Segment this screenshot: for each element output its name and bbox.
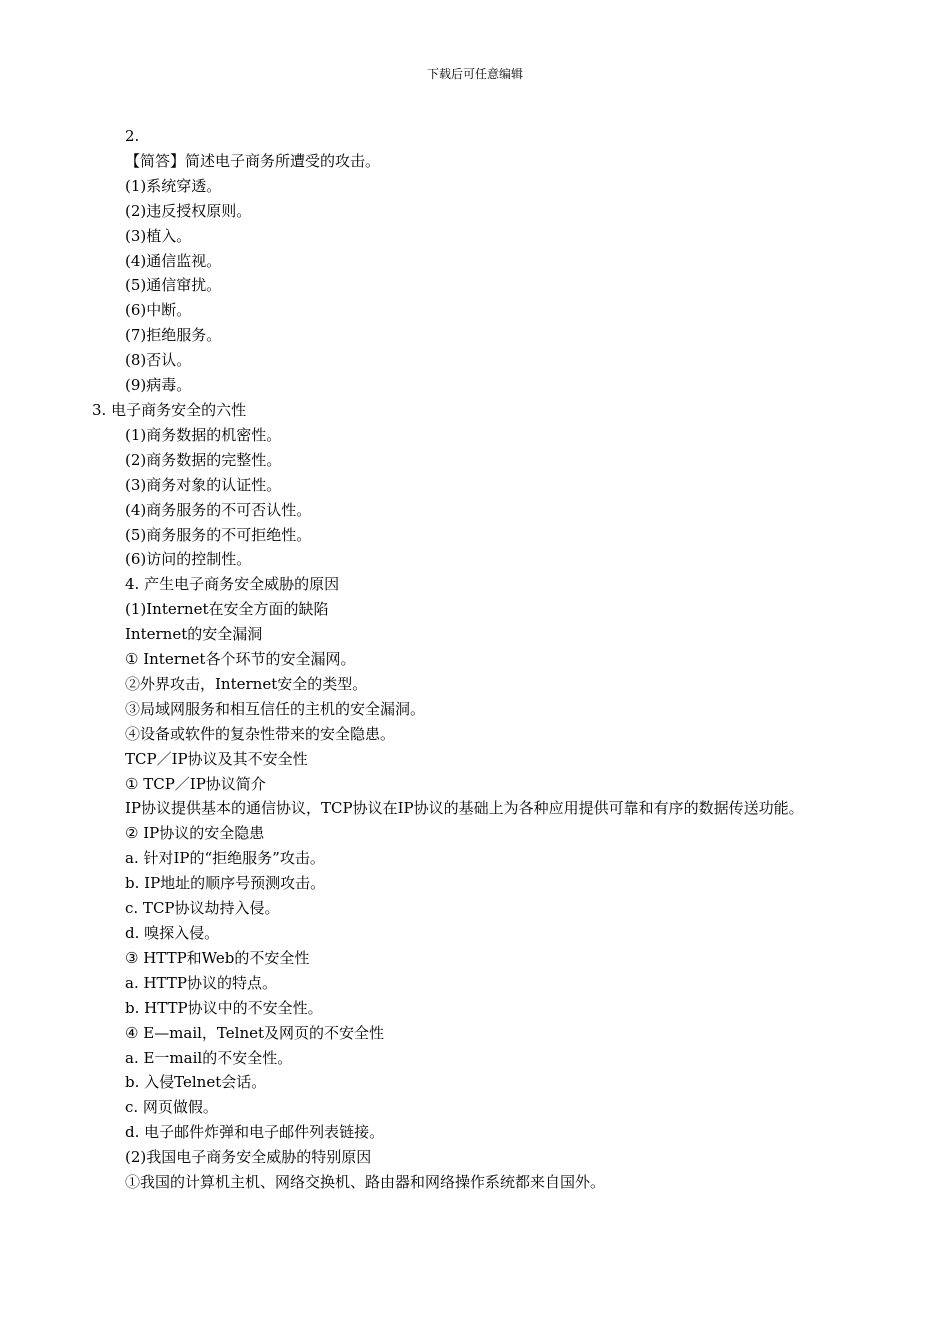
text-line: ④ E—mail，Telnet及网页的不安全性 [125, 1023, 385, 1042]
text-line: ① Internet各个环节的安全漏网。 [125, 650, 356, 669]
text-line: b. 入侵Telnet会话。 [125, 1073, 267, 1092]
text-line: ③局域网服务和相互信任的主机的安全漏洞。 [125, 699, 426, 718]
text-line: (1)商务数据的机密性。 [125, 425, 282, 444]
text-line: (7)拒绝服务。 [125, 326, 222, 345]
text-line: (5)商务服务的不可拒绝性。 [125, 525, 312, 544]
text-line: ② IP协议的安全隐患 [125, 824, 265, 843]
text-line: (2)违反授权原则。 [125, 201, 252, 220]
text-line: c. TCP协议劫持入侵。 [125, 899, 280, 918]
page-header: 下载后可任意编辑 [426, 67, 523, 81]
text-line: (3)植入。 [125, 226, 192, 245]
text-line: b. IP地址的顺序号预测攻击。 [125, 874, 326, 893]
text-line: (6)访问的控制性。 [125, 550, 252, 569]
text-line: ④设备或软件的复杂性带来的安全隐患。 [125, 724, 396, 743]
text-line: (4)商务服务的不可否认性。 [125, 500, 312, 519]
text-line: c. 网页做假。 [125, 1098, 218, 1117]
text-line: (8)否认。 [125, 351, 192, 370]
text-line: (4)通信监视。 [125, 251, 222, 270]
text-line: (1)Internet在安全方面的缺陷 [125, 600, 329, 619]
text-line: 4. 产生电子商务安全威胁的原因 [125, 575, 340, 594]
text-line: ①我国的计算机主机、网络交换机、路由器和网络操作系统都来自国外。 [125, 1173, 606, 1192]
text-line: ③ HTTP和Web的不安全性 [125, 948, 310, 967]
text-line: (2)商务数据的完整性。 [125, 450, 282, 469]
text-line: ① TCP／IP协议简介 [125, 774, 266, 793]
text-line: IP协议提供基本的通信协议，TCP协议在IP协议的基础上为各种应用提供可靠和有序的数据传送功能。 [125, 799, 804, 818]
text-line: (9)病毒。 [125, 376, 192, 395]
document-body [92, 124, 860, 1195]
text-line: (3)商务对象的认证性。 [125, 475, 282, 494]
text-line: (6)中断。 [125, 301, 192, 320]
text-line: TCP／IP协议及其不安全性 [125, 749, 308, 768]
text-line: Internet的安全漏洞 [125, 625, 263, 644]
text-line: d. 电子邮件炸弹和电子邮件列表链接。 [125, 1123, 385, 1142]
text-line: 【简答】简述电子商务所遭受的攻击。 [125, 151, 381, 170]
text-line: ②外界攻击，Internet安全的类型。 [125, 674, 368, 693]
text-line: (1)系统穿透。 [125, 176, 222, 195]
text-line: a. HTTP协议的特点。 [125, 973, 277, 992]
text-line: b. HTTP协议中的不安全性。 [125, 998, 323, 1017]
text-line: 3. 电子商务安全的六性 [92, 400, 247, 419]
text-line: (5)通信窜扰。 [125, 276, 222, 295]
text-line: a. E一mail的不安全性。 [125, 1048, 293, 1067]
text-line: d. 嗅探入侵。 [125, 924, 220, 942]
text-line: (2)我国电子商务安全威胁的特别原因 [125, 1148, 372, 1167]
text-line: 2. [125, 127, 140, 145]
text-line: a. 针对IP的“拒绝服务”攻击。 [125, 849, 325, 868]
